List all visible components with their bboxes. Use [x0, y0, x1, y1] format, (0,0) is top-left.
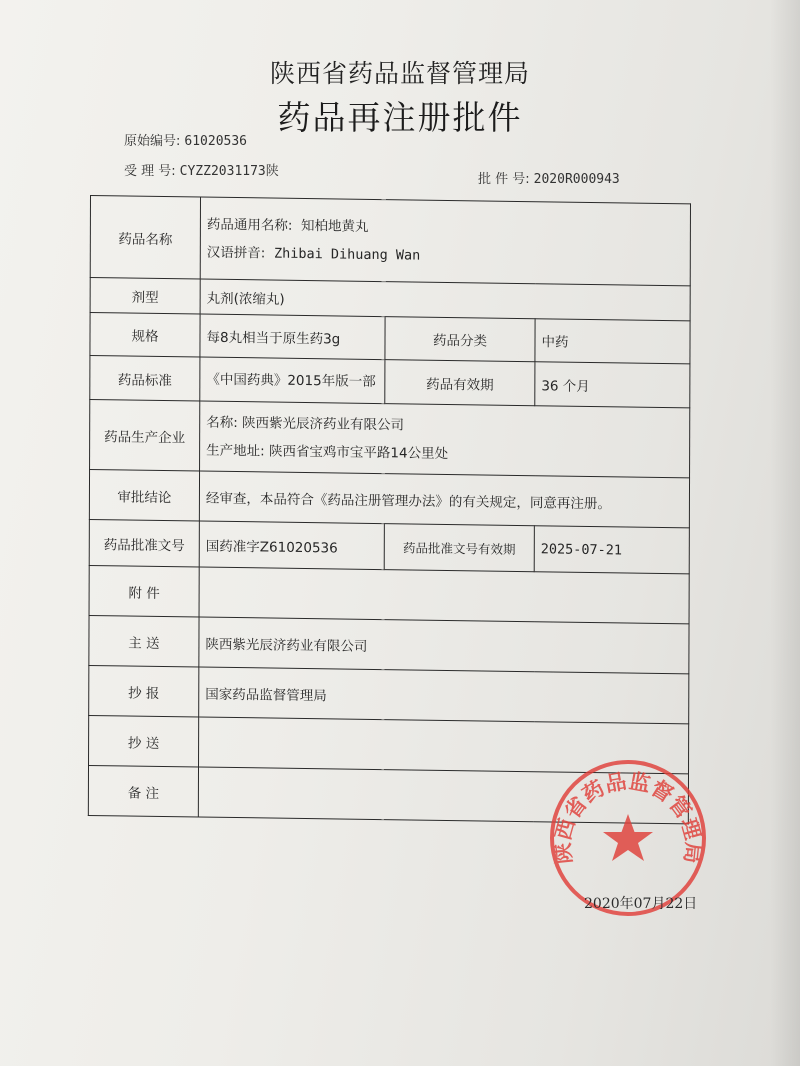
spec-value: 每8丸相当于原生药3g: [200, 314, 385, 360]
acceptance-number: [124, 160, 279, 179]
seal-date: 2020年07月22日: [584, 896, 698, 912]
drug-name-label: 药品名称: [90, 196, 200, 280]
table-row: [89, 615, 689, 673]
pinyin-label: 汉语拼音:: [206, 244, 266, 261]
attachment-label: 附 件: [89, 565, 199, 617]
approval-doc-validity-value: 2025-07-21: [534, 526, 689, 574]
dosage-form-value: 丸剂(浓缩丸): [200, 279, 690, 321]
report-to-value: 国家药品监督管理局: [199, 667, 689, 724]
category-value: 中药: [535, 319, 690, 364]
manufacturer-name: 名称: 陕西紫光辰济药业有限公司: [206, 414, 405, 433]
pinyin-value: Zhibai Dihuang Wan: [273, 245, 421, 264]
seal-text: 陕西省药品监督管理局: [550, 768, 706, 865]
copy-to-label: 抄 送: [89, 715, 199, 767]
standard-label: 药品标准: [90, 356, 200, 402]
approval-number-value: 2020R000943: [533, 172, 620, 187]
document-title: 药品再注册批件: [277, 98, 523, 137]
page-shadow: [770, 0, 800, 1066]
approval-table: [88, 195, 691, 824]
send-to-value: 陕西紫光辰济药业有限公司: [199, 617, 689, 674]
approval-table-wrapper: [88, 195, 690, 824]
drug-name-cell: [200, 197, 690, 286]
category-label: 药品分类: [385, 317, 535, 362]
manufacturer-label: 药品生产企业: [90, 399, 200, 471]
table-row: [90, 196, 690, 286]
approval-doc-value: 国药准字Z61020536: [199, 521, 384, 570]
approval-number-label: 批 件 号:: [478, 172, 530, 187]
report-to-label: 抄 报: [89, 665, 199, 717]
table-row: [89, 565, 689, 623]
acceptance-number-value: CYZZ2031173陕: [179, 164, 279, 179]
approval-doc-label: 药品批准文号: [89, 519, 199, 567]
original-number: [124, 130, 247, 149]
remarks-label: 备 注: [88, 765, 198, 817]
dosage-form-label: 剂型: [90, 278, 200, 315]
table-row: [89, 665, 689, 723]
manufacturer-cell: [200, 401, 690, 478]
standard-value: 《中国药典》2015年版一部: [200, 357, 385, 404]
approval-doc-validity-label: 药品批准文号有效期: [384, 524, 534, 572]
approval-number: [478, 168, 620, 187]
original-number-label: 原始编号:: [124, 134, 181, 149]
table-row: [90, 399, 690, 477]
manufacturer-address: 生产地址: 陕西省宝鸡市宝平路14公里处: [206, 442, 449, 462]
generic-name-value: 知柏地黄丸: [301, 217, 369, 235]
issuing-authority: 陕西省药品监督管理局: [269, 59, 530, 88]
conclusion-value: 经审查，本品符合《药品注册管理办法》的有关规定，同意再注册。: [199, 471, 689, 528]
table-row: [89, 519, 689, 573]
table-row: [89, 469, 689, 527]
spec-label: 规格: [90, 313, 200, 358]
generic-name-label: 药品通用名称:: [206, 216, 293, 234]
validity-label: 药品有效期: [385, 360, 535, 406]
send-to-label: 主 送: [89, 615, 199, 667]
attachment-value: [199, 567, 689, 624]
pinyin-name: [207, 238, 684, 273]
acceptance-number-label: 受 理 号:: [124, 164, 176, 179]
validity-value: 36 个月: [535, 362, 690, 408]
original-number-value: 61020536: [184, 134, 248, 149]
conclusion-label: 审批结论: [89, 469, 199, 521]
